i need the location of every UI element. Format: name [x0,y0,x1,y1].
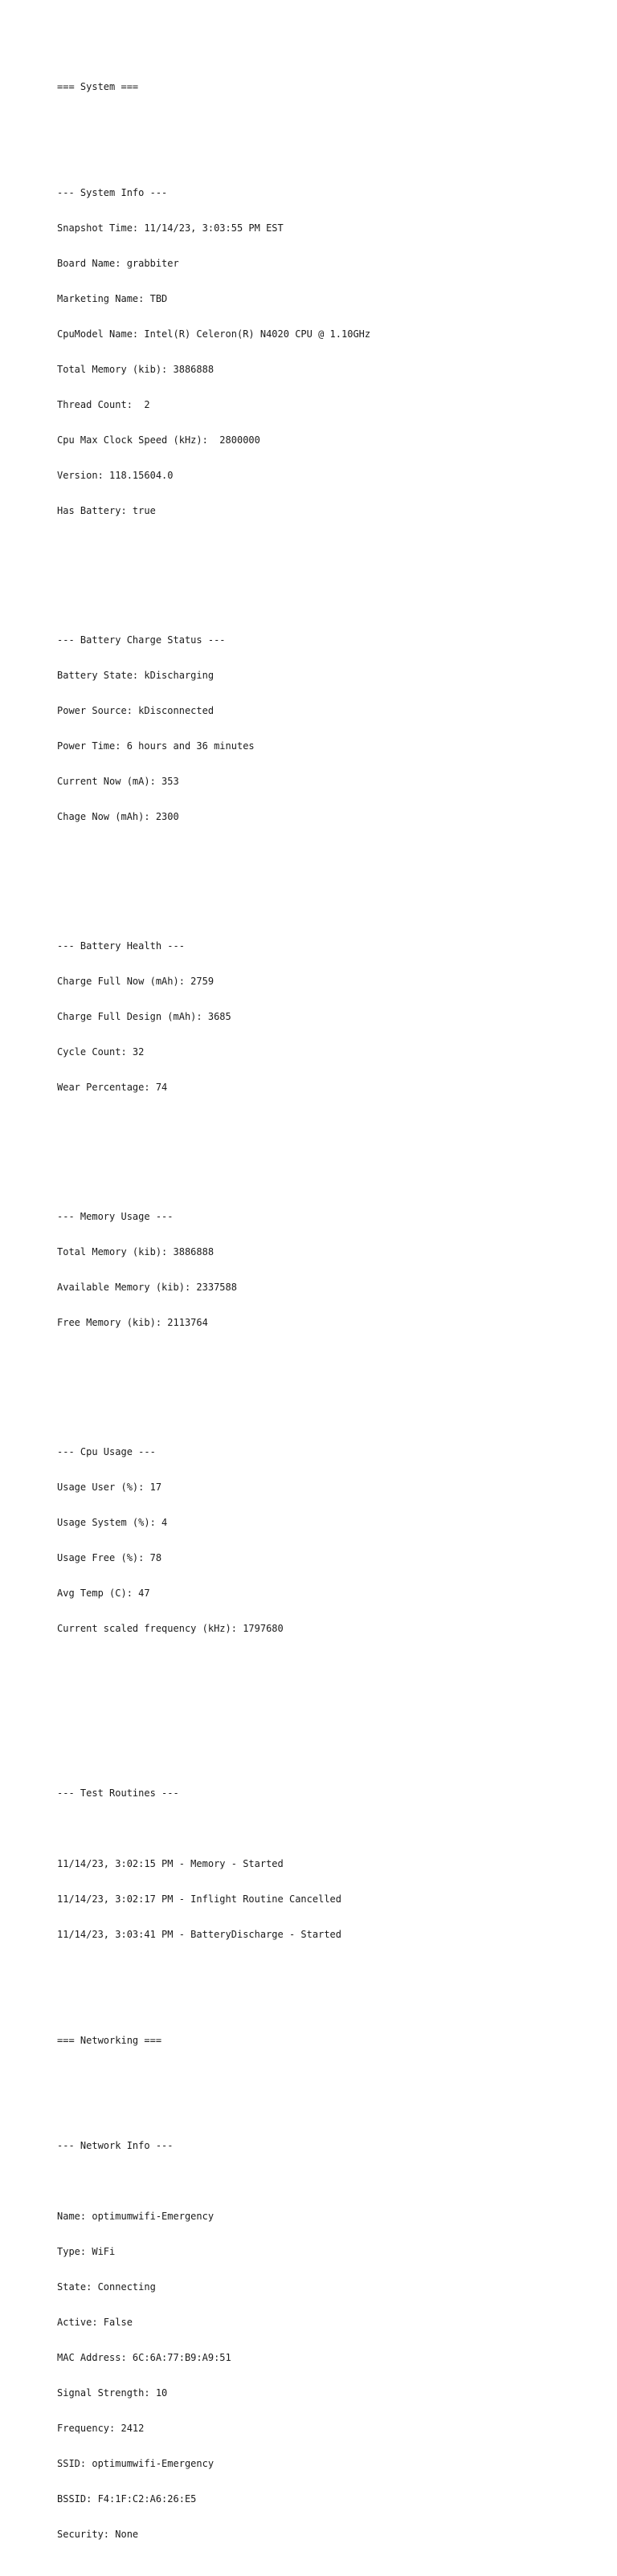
spacer [57,1376,603,1388]
test-routines-heading: --- Test Routines --- [57,1787,179,1799]
thread-count-line: Thread Count: 2 [57,398,150,410]
spacer [57,2070,603,2082]
spacer [57,870,603,882]
ssid-line: SSID: optimumwifi-Emergency [57,2458,215,2469]
power-time-line: Power Time: 6 hours and 36 minutes [57,740,255,752]
cpu-max-clock-line: Cpu Max Clock Speed (kHz): 2800000 [57,434,260,446]
version-line: Version: 118.15604.0 [57,469,174,481]
has-battery-line: Has Battery: true [57,504,156,516]
diagnostics-log [57,58,603,2576]
battery-health-heading: --- Battery Health --- [57,940,185,952]
spacer [57,1823,603,1835]
spacer [57,564,603,576]
signal-strength-line: Signal Strength: 10 [57,2387,168,2399]
current-now-line: Current Now (mA): 353 [57,775,179,787]
wear-percentage-line: Wear Percentage: 74 [57,1081,168,1093]
mem-free-line: Free Memory (kib): 2113764 [57,1316,208,1328]
memory-usage-heading: --- Memory Usage --- [57,1210,174,1222]
network-active-line: Active: False [57,2317,133,2329]
mem-total-line: Total Memory (kib): 3886888 [57,1245,215,1257]
cpu-usage-section [57,1423,603,1658]
power-source-line: Power Source: kDisconnected [57,704,215,716]
spacer [57,1987,603,1999]
routine-entry: 11/14/23, 3:02:17 PM - Inflight Routine Cancelled [57,1893,342,1905]
snapshot-time-line: Snapshot Time: 11/14/23, 3:03:55 PM EST [57,222,284,234]
test-routines-section [57,1764,603,1964]
total-memory-line: Total Memory (kib): 3886888 [57,363,215,375]
system-info-section [57,164,603,540]
networking-header: === Networking === [57,2034,162,2046]
usage-free-line: Usage Free (%): 78 [57,1551,162,1563]
network-type-line: Type: WiFi [57,2246,116,2258]
charge-full-design-line: Charge Full Design (mAh): 3685 [57,1010,231,1022]
spacer [57,1140,603,1152]
mem-available-line: Available Memory (kib): 2337588 [57,1281,237,1293]
battery-charge-heading: --- Battery Charge Status --- [57,634,226,646]
scaled-frequency-line: Current scaled frequency (kHz): 1797680 [57,1622,284,1634]
spacer [57,116,603,128]
network-state-line: State: Connecting [57,2281,156,2293]
usage-user-line: Usage User (%): 17 [57,1481,162,1493]
marketing-name-line: Marketing Name: TBD [57,293,168,305]
avg-temp-line: Avg Temp (C): 47 [57,1587,150,1599]
bssid-line: BSSID: F4:1F:C2:A6:26:E5 [57,2492,197,2505]
board-name-line: Board Name: grabbiter [57,258,179,270]
battery-charge-section [57,611,603,846]
battery-health-section [57,917,603,1117]
routine-entry: 11/14/23, 3:02:15 PM - Memory - Started [57,1857,284,1869]
system-header: === System === [57,81,139,93]
memory-usage-section [57,1188,603,1352]
cpu-usage-heading: --- Cpu Usage --- [57,1445,156,1457]
security-line: Security: None [57,2528,139,2540]
battery-state-line: Battery State: kDischarging [57,669,215,681]
mac-address-line: MAC Address: 6C:6A:77:B9:A9:51 [57,2352,231,2364]
charge-now-line: Chage Now (mAh): 2300 [57,810,179,822]
network-info-section [57,2117,603,2564]
routine-entry: 11/14/23, 3:03:41 PM - BatteryDischarge - Started [57,1928,342,1940]
charge-full-now-line: Charge Full Now (mAh): 2759 [57,975,215,987]
spacer [57,1681,603,1694]
spacer [57,1717,603,1729]
network-name-line: Name: optimumwifi-Emergency [57,2211,215,2223]
cpu-model-line: CpuModel Name: Intel(R) Celeron(R) N4020 CPU @ 1.10GHz [57,328,371,340]
frequency-line: Frequency: 2412 [57,2423,145,2435]
network-info-heading: --- Network Info --- [57,2140,174,2152]
usage-system-line: Usage System (%): 4 [57,1516,168,1528]
system-info-heading: --- System Info --- [57,187,168,199]
spacer [57,2175,603,2187]
cycle-count-line: Cycle Count: 32 [57,1045,145,1058]
